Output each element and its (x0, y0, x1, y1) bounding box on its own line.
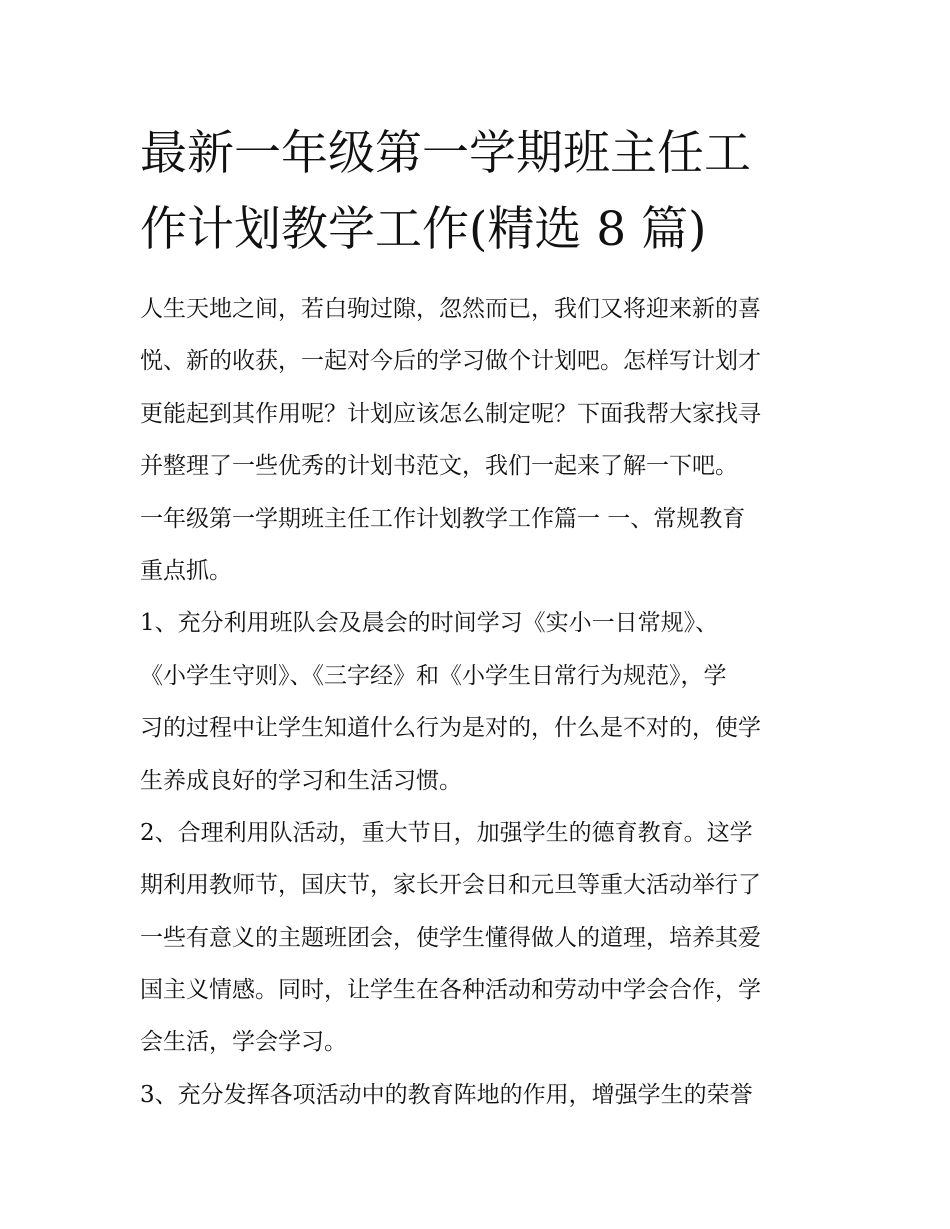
body-line: 并整理了一些优秀的计划书范文，我们一起来了解一下吧。 (140, 453, 738, 480)
body-line: 2、合理利用队活动，重大节日，加强学生的德育教育。这学 (140, 819, 753, 846)
body-line: 悦、新的收获，一起对今后的学习做个计划吧。怎样写计划才 (140, 348, 761, 375)
body-line: 会生活，学会学习。 (140, 1029, 347, 1056)
body-line: 生养成良好的学习和生活习惯。 (140, 767, 462, 794)
document-body (140, 283, 830, 1121)
title-line: 最新一年级第一学期班主任工 (140, 126, 751, 181)
body-line: 《小学生守则》、《三字经》和《小学生日常行为规范》，学 (140, 662, 727, 689)
body-line: 习的过程中让学生知道什么行为是对的，什么是不对的，使学 (140, 715, 761, 742)
document-title (140, 116, 820, 268)
title-line: 作计划教学工作(精选 8 篇) (140, 202, 707, 257)
body-line: 期利用教师节，国庆节，家长开会日和元旦等重大活动举行了 (140, 872, 761, 899)
body-line: 更能起到其作用呢？计划应该怎么制定呢？下面我帮大家找寻 (140, 400, 761, 427)
body-line: 国主义情感。同时，让学生在各种活动和劳动中学会合作，学 (140, 977, 761, 1004)
body-line: 一些有意义的主题班团会，使学生懂得做人的道理，培养其爱 (140, 924, 761, 951)
body-line: 一年级第一学期班主任工作计划教学工作篇一 一、常规教育 (140, 505, 746, 532)
body-line: 重点抓。 (140, 557, 232, 584)
body-line: 人生天地之间，若白驹过隙，忽然而已，我们又将迎来新的喜 (140, 296, 761, 322)
body-line: 1、充分利用班队会及晨会的时间学习《实小一日常规》、 (140, 610, 719, 637)
body-line: 3、充分发挥各项活动中的教育阵地的作用，增强学生的荣誉 (140, 1081, 753, 1108)
